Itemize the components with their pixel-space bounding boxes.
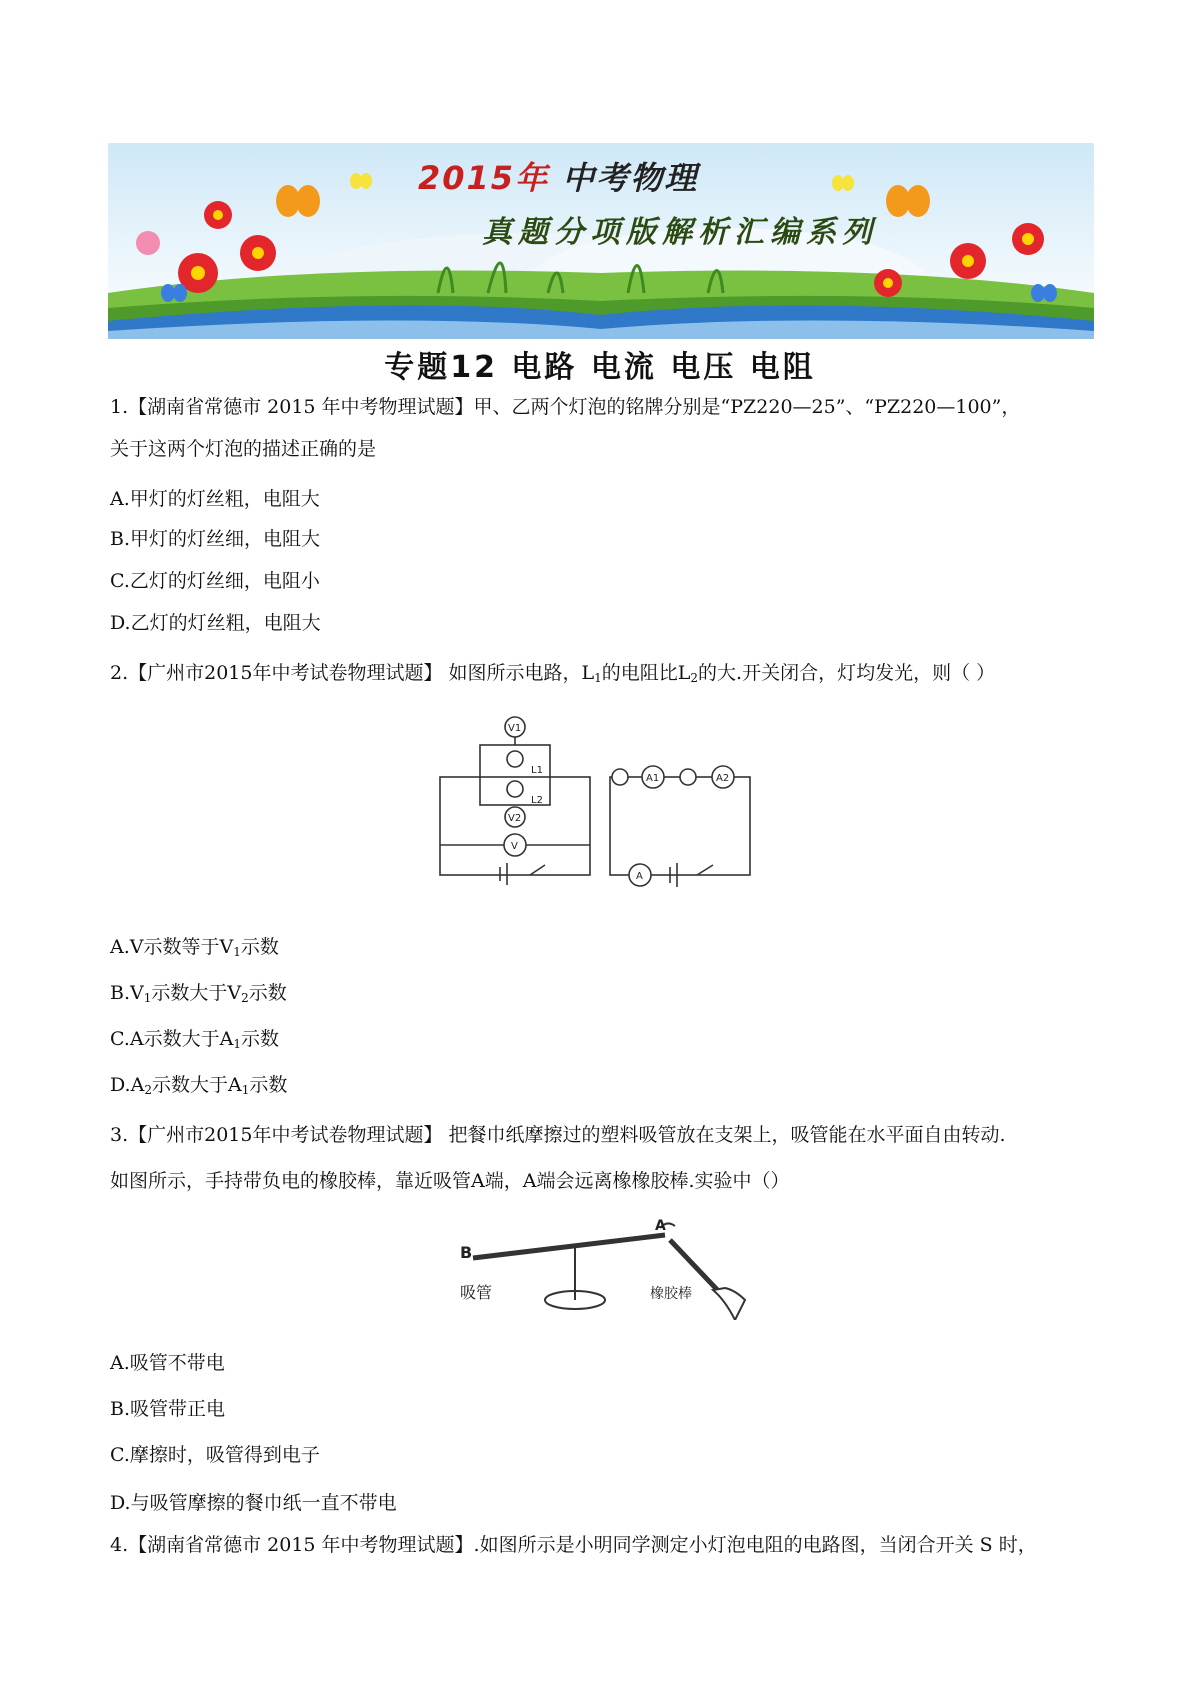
q2-stem: 2.【广州市2015年中考试卷物理试题】 如图所示电路，$L_1$的电阻比$L_2$的大.开关闭合，灯均发光，则（ ） [110,662,996,685]
q2-option-b: $B.V_1$示数大于$V_2$示数 [110,982,287,1005]
q3-stem-line1: 3.【广州市2015年中考试卷物理试题】 把餐巾纸摩擦过的塑料吸管放在支架上，吸管能在水平面自由转动. [110,1124,1006,1146]
banner-title: 2015年 中考物理 [418,159,699,197]
q3-option-c: C.摩擦时，吸管得到电子 [110,1444,320,1466]
q3-stem-line2: 如图所示，手持带负电的橡胶棒，靠近吸管A端，A端会远离橡橡胶棒.实验中（） [110,1170,790,1192]
q2-option-a: A.V示数等于$V_1$示数 [110,936,279,959]
label-v1: V1 [508,723,522,734]
q2-circuit-figure [435,705,755,894]
q1-option-d: D.乙灯的灯丝粗，电阻大 [110,612,321,634]
q1-option-b: B.甲灯的灯丝细，电阻大 [110,528,321,550]
q3-option-a: A.吸管不带电 [110,1352,225,1374]
label-a2: A2 [716,773,730,784]
label-rod: 橡胶棒 [650,1286,692,1302]
q2-option-d: $D.A_2$示数大于$A_1$示数 [110,1074,288,1097]
topic-title: 专题12 电路 电流 电压 电阻 [384,350,816,385]
q1-stem-line1: 1.【湖南省常德市 2015 年中考物理试题】甲、乙两个灯泡的铭牌分别是“PZ220—25”、“PZ220—100”， [110,396,1021,418]
q1-stem-line2: 关于这两个灯泡的描述正确的是 [110,438,377,460]
label-straw: 吸管 [460,1283,493,1302]
header-banner [108,143,1094,339]
label-l1: L1 [531,765,543,776]
label-a1: A1 [646,773,660,784]
label-l2: L2 [531,795,543,806]
label-v2: V2 [508,813,522,824]
q3-option-d: D.与吸管摩擦的餐巾纸一直不带电 [110,1492,397,1514]
q3-option-b: B.吸管带正电 [110,1398,226,1420]
label-v: V [511,841,518,852]
label-a-end: A [655,1218,666,1234]
q4-stem-line1: 4.【湖南省常德市 2015 年中考物理试题】.如图所示是小明同学测定小灯泡电阻的电路图，当闭合开关 S 时， [110,1534,1037,1556]
label-b: B [460,1243,473,1262]
label-a: A [636,871,643,882]
q1-option-c: C.乙灯的灯丝细，电阻小 [110,570,320,592]
q1-option-a: A.甲灯的灯丝粗，电阻大 [110,488,320,510]
banner-subtitle: 真题分项版解析汇编系列 [482,215,878,250]
q3-straw-figure [455,1210,755,1324]
q2-option-c: C.A示数大于$A_1$示数 [110,1028,279,1051]
